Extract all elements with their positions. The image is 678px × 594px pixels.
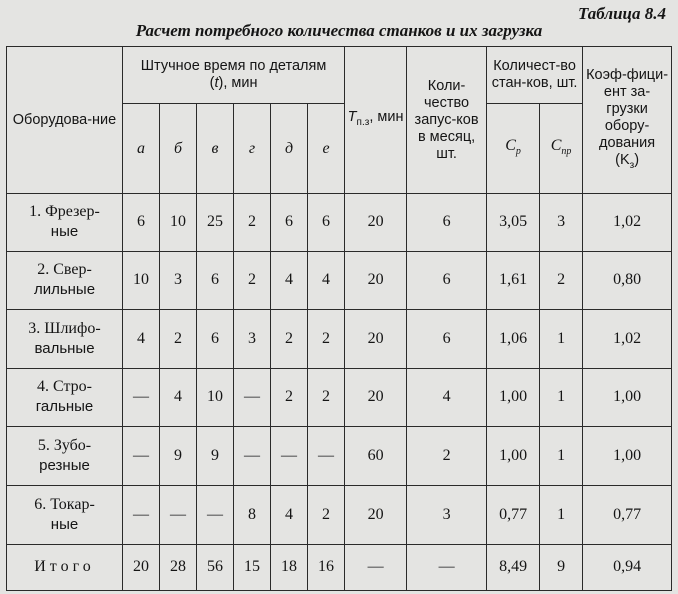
total-cpr: 9 [540, 544, 583, 590]
cell-v: 25 [197, 194, 234, 252]
cell-launches: 4 [407, 368, 487, 426]
cell-cpr: 2 [540, 251, 583, 309]
cell-d: 6 [271, 194, 308, 252]
cell-e: — [308, 426, 345, 485]
table-row [7, 368, 672, 426]
equipment-name: 6. Токар- ные [7, 485, 123, 544]
cell-tpz: 60 [345, 426, 407, 485]
cell-v: — [197, 485, 234, 544]
table-row [7, 251, 672, 309]
cell-d: 4 [271, 251, 308, 309]
header-cpr: $C_{пр}$ [540, 104, 583, 194]
cell-g: — [234, 368, 271, 426]
header-part-v: в [197, 104, 234, 194]
total-g: 15 [234, 544, 271, 590]
header-part-a: а [123, 104, 160, 194]
header-tpz: $T_{п.з}$, мин [345, 47, 407, 194]
table-number: Таблица 8.4 [578, 4, 666, 23]
cell-launches: 2 [407, 426, 487, 485]
table-row [7, 426, 672, 485]
cell-tpz: 20 [345, 368, 407, 426]
cell-load: 1,00 [583, 426, 672, 485]
cell-launches: 3 [407, 485, 487, 544]
cell-d: — [271, 426, 308, 485]
equipment-name: 3. Шлифо- вальные [7, 309, 123, 368]
cell-load: 1,02 [583, 194, 672, 252]
cell-v: 6 [197, 251, 234, 309]
equipment-name: 2. Свер- лильные [7, 251, 123, 309]
cell-g: 8 [234, 485, 271, 544]
cell-a: — [123, 426, 160, 485]
cell-tpz: 20 [345, 194, 407, 252]
cell-tpz: 20 [345, 485, 407, 544]
cell-cp: 1,06 [487, 309, 540, 368]
cell-b: 4 [160, 368, 197, 426]
total-load: 0,94 [583, 544, 672, 590]
cell-e: 6 [308, 194, 345, 252]
header-equipment: Оборудова-ние [7, 47, 123, 194]
cell-launches: 6 [407, 194, 487, 252]
cell-b: 2 [160, 309, 197, 368]
cell-b: 10 [160, 194, 197, 252]
cell-b: 3 [160, 251, 197, 309]
cell-v: 9 [197, 426, 234, 485]
cell-e: 4 [308, 251, 345, 309]
header-cp: $C_р$ [487, 104, 540, 194]
table-row [7, 194, 672, 252]
cell-cpr: 1 [540, 426, 583, 485]
cell-a: — [123, 368, 160, 426]
cell-g: 3 [234, 309, 271, 368]
table-row [7, 309, 672, 368]
header-machines: Количест-во стан-ков, шт. [487, 47, 583, 104]
cell-g: 2 [234, 251, 271, 309]
cell-cpr: 1 [540, 485, 583, 544]
total-d: 18 [271, 544, 308, 590]
cell-d: 2 [271, 309, 308, 368]
total-label: Итого [7, 544, 123, 590]
header-part-g: г [234, 104, 271, 194]
cell-d: 2 [271, 368, 308, 426]
equipment-name: 1. Фрезер- ные [7, 194, 123, 252]
cell-b: 9 [160, 426, 197, 485]
cell-cpr: 3 [540, 194, 583, 252]
header-load-coefficient: Коэф-фици-ент за-грузки обору-дования $(K_з)$ [583, 47, 672, 194]
header-launches: Коли-чество запус-ков в месяц, шт. [407, 47, 487, 194]
cell-load: 0,80 [583, 251, 672, 309]
cell-cp: 0,77 [487, 485, 540, 544]
cell-cp: 1,00 [487, 426, 540, 485]
cell-cp: 3,05 [487, 194, 540, 252]
cell-e: 2 [308, 485, 345, 544]
cell-load: 1,00 [583, 368, 672, 426]
cell-g: — [234, 426, 271, 485]
total-tpz: — [345, 544, 407, 590]
cell-load: 1,02 [583, 309, 672, 368]
header-part-d: д [271, 104, 308, 194]
cell-v: 6 [197, 309, 234, 368]
equipment-name: 5. Зубо- резные [7, 426, 123, 485]
table-title: Расчет потребного количества станков и их загрузка [135, 21, 543, 40]
total-launches: — [407, 544, 487, 590]
cell-launches: 6 [407, 309, 487, 368]
header-piece-time: Штучное время по деталям (t), мин [123, 47, 345, 104]
total-cp: 8,49 [487, 544, 540, 590]
table-row [7, 485, 672, 544]
total-e: 16 [308, 544, 345, 590]
cell-tpz: 20 [345, 309, 407, 368]
cell-d: 4 [271, 485, 308, 544]
header-part-b: б [160, 104, 197, 194]
cell-cpr: 1 [540, 309, 583, 368]
cell-load: 0,77 [583, 485, 672, 544]
total-b: 28 [160, 544, 197, 590]
total-a: 20 [123, 544, 160, 590]
cell-g: 2 [234, 194, 271, 252]
equipment-name: 4. Стро- гальные [7, 368, 123, 426]
cell-launches: 6 [407, 251, 487, 309]
cell-a: 4 [123, 309, 160, 368]
cell-cp: 1,00 [487, 368, 540, 426]
cell-e: 2 [308, 368, 345, 426]
cell-b: — [160, 485, 197, 544]
cell-v: 10 [197, 368, 234, 426]
machine-load-table [6, 46, 672, 591]
cell-a: 10 [123, 251, 160, 309]
cell-a: — [123, 485, 160, 544]
cell-e: 2 [308, 309, 345, 368]
header-part-e: е [308, 104, 345, 194]
cell-tpz: 20 [345, 251, 407, 309]
total-v: 56 [197, 544, 234, 590]
cell-cpr: 1 [540, 368, 583, 426]
cell-cp: 1,61 [487, 251, 540, 309]
cell-a: 6 [123, 194, 160, 252]
total-row [7, 544, 672, 590]
